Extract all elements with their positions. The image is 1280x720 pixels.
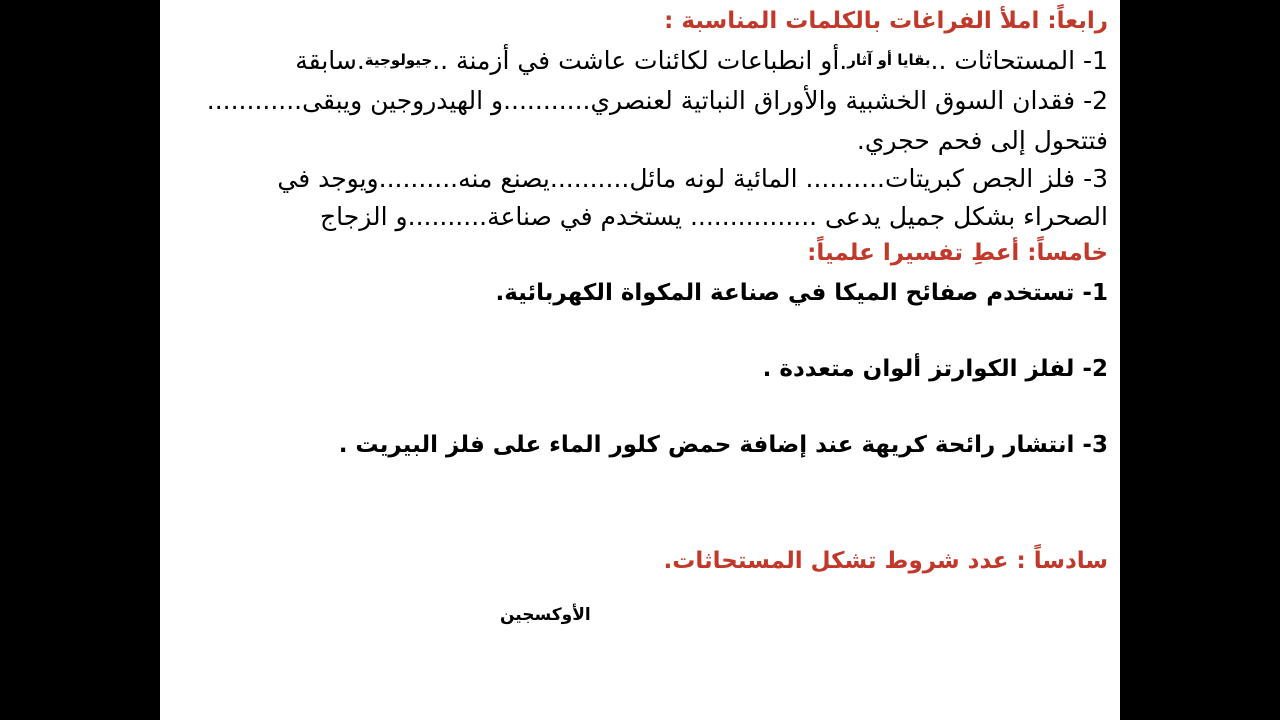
q1-answer-1: بقايا أو آثار: [847, 51, 931, 69]
section5-title: خامساً: أعطِ تفسيرا علمياً:: [807, 240, 1108, 266]
section4-question-2-line1: 2- فقدان السوق الخشبية والأوراق النباتية لعنصري...........و الهيدروجين ويبقى............: [206, 86, 1108, 115]
section4-title: رابعاً: املأ الفراغات بالكلمات المناسبة :: [664, 8, 1108, 34]
section5-item-1: 1- تستخدم صفائح الميكا في صناعة المكواة الكهربائية.: [495, 280, 1108, 306]
document-page: [160, 0, 1120, 720]
section4-question-1: [295, 46, 1108, 75]
handwritten-answer: الأوكسجين: [500, 605, 591, 625]
section4-question-2-line2: فتتحول إلى فحم حجري.: [856, 126, 1108, 155]
section4-question-3-line2: الصحراء بشكل جميل يدعى ................ يستخدم في صناعة..........و الزجاج: [320, 202, 1108, 231]
q1-prefix: 1- المستحاثات ..: [930, 46, 1108, 75]
q1-suffix: .سابقة: [295, 46, 365, 75]
section6-title: سادساً : عدد شروط تشكل المستحاثات.: [663, 548, 1108, 574]
q1-answer-2: جيولوجية: [364, 51, 433, 69]
section5-item-2: 2- لفلز الكوارتز ألوان متعددة .: [762, 356, 1108, 382]
q1-middle: .أو انطباعات لكائنات عاشت في أزمنة ..: [432, 46, 848, 75]
section4-question-3-line1: 3- فلز الجص كبريتات.......... المائية لونه مائل..........يصنع منه..........ويوجد في: [277, 164, 1108, 193]
section5-item-3: 3- انتشار رائحة كريهة عند إضافة حمض كلور الماء على فلز البيريت .: [338, 432, 1108, 458]
